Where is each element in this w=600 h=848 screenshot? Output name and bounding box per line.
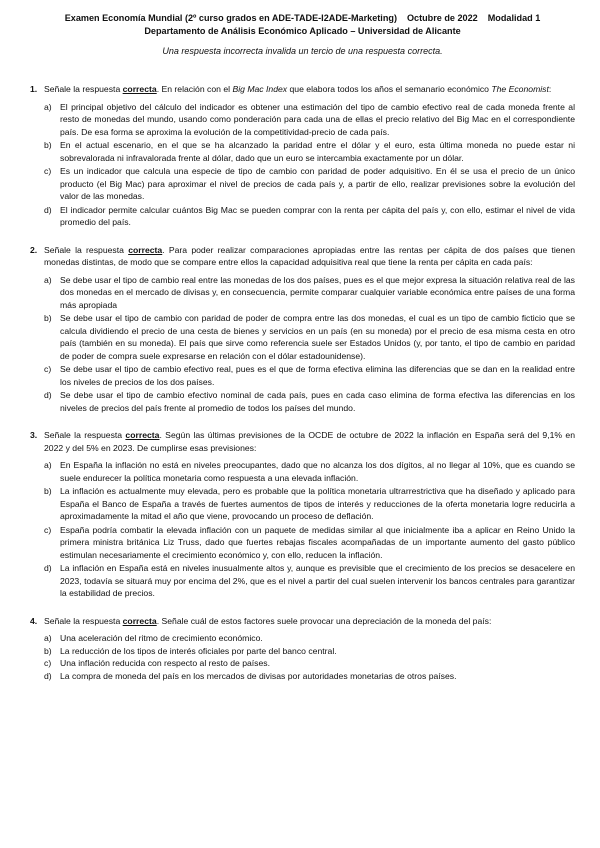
question-number: 3. [30, 430, 38, 440]
question-3 [30, 429, 575, 601]
exam-modality: Modalidad 1 [487, 13, 541, 23]
correct-keyword: correcta [122, 84, 157, 94]
question-stem: Señale la respuesta correcta. Señale cuál de estos factores suele provocar una depreciación de la moneda del país: [44, 615, 492, 626]
question-2 [30, 244, 575, 416]
answer-option-c[interactable]: c) Es un indicador que calcula una especie de tipo de cambio con paridad de poder adquisitivo. En él se usa el precio de un único producto (el Big Mac) para aproximar el nivel de precios de cada país y, a partir de ello, realizar previsiones sobre la evolución del valor de las monedas. [44, 166, 575, 201]
answer-option-c[interactable]: c) España podría combatir la elevada inflación con un paquete de medidas similar al que inicialmente iba a aplicar en Reino Unido la primera ministra británica Liz Truss, dado que fuertes rebajas fiscales acompañadas de un importante aumento del gasto público estimulan necesariamente el crecimiento económico y, con ello, reducen la inflación. [44, 524, 575, 560]
question-number: 1. [30, 84, 38, 94]
answer-option-b[interactable]: b) La reducción de los tipos de interés oficiales por parte del banco central. [44, 645, 337, 656]
correct-keyword: correcta [122, 615, 157, 626]
exam-date: Octubre de 2022 [406, 13, 478, 23]
answer-option-b[interactable]: b) En el actual escenario, en el que se ha alcanzado la paridad entre el dólar y el euro, esta última moneda no puede estar ni sobrevalorada ni infravalorada frente al dólar, dado que un euro se intercambia exactamente por un dólar. [44, 140, 575, 163]
answer-options [44, 632, 575, 682]
department-line: Departamento de Análisis Económico Aplicado – Universidad de Alicante [144, 25, 461, 36]
answer-options [44, 101, 575, 229]
answer-options [44, 274, 575, 415]
answer-option-b[interactable]: b) La inflación es actualmente muy elevada, pero es probable que la política monetaria ultrarrestrictiva que ha diseñado y aplicado para España el Banco de España a través de fuertes aumentos de tipos de interés y reducciones de la oferta monetaria logre reducirla a aproximadamente la mitad el año que viene, provocando un proceso de deflación. [44, 486, 575, 521]
answer-option-d[interactable]: d) La inflación en España está en niveles inusualmente altos y, aunque es previsible que el crecimiento de los precios se desacelere en 2023, todavía se situará muy por encima del 2%, que es el nivel a partir del cual suelen intervenir los bancos centrales para garantizar la estabilidad de precios. [44, 563, 575, 598]
exam-header-line1 [30, 12, 575, 25]
course-title: Examen Economía Mundial (2º curso grados en ADE-TADE-I2ADE-Marketing) [64, 13, 397, 23]
correct-keyword: correcta [128, 244, 163, 255]
question-stem: Señale la respuesta correcta. Según las últimas previsiones de la OCDE de octubre de 2022 la inflación en España será del 9,1% en 2022 y del 5% en 2023. De cumplirse esas previsiones: [44, 430, 576, 453]
answer-option-a[interactable]: a) Una aceleración del ritmo de crecimiento económico. [44, 633, 263, 643]
answer-option-d[interactable]: d) Se debe usar el tipo de cambio efectivo nominal de cada país, pues en cada caso elimina de forma efectiva las diferencias en los niveles de precios del país frente al promedio de todos los países del mundo. [44, 390, 575, 413]
exam-page [30, 12, 575, 682]
question-stem: Señale la respuesta correcta. En relación con el Big Mac Index que elabora todos los años el semanario económico The Economist: [44, 84, 552, 94]
answer-option-a[interactable]: a) Se debe usar el tipo de cambio real entre las monedas de los dos países, pues es el que mejor expresa la situación relativa real de las dos monedas en el mercado de divisas y, en consecuencia, permite comparar cualquier variable económica entre países de una forma más apropiada [44, 274, 575, 310]
answer-option-a[interactable]: a) El principal objetivo del cálculo del indicador es obtener una estimación del tipo de cambio efectivo real de cada moneda frente al resto de monedas del mundo, usando como ponderación para cada una de ellas el precio relativo del Big Mac en el correspondiente país. De esa forma se aproxima la evolución de la competitividad-precio de cada país. [44, 101, 575, 137]
question-4 [30, 615, 575, 683]
answer-option-b[interactable]: b) Se debe usar el tipo de cambio con paridad de poder de compra entre las dos monedas, el cual es un tipo de cambio ficticio que se calcula dividiendo el precio de una cesta de bienes y servicios en un país (en su moneda) por el precio de esa misma cesta en otro país (también en su moneda). El país que sirve como referencia suele ser Estados Unidos (y, por tanto, el tipo de cambio en paridad de poder de compra suele expresarse en relación con el dólar estadounidense). [44, 313, 575, 361]
question-1 [30, 83, 575, 230]
question-number: 2. [30, 244, 38, 255]
answer-option-d[interactable]: d) El indicador permite calcular cuántos Big Mac se pueden comprar con la renta per cápita del país y, con ello, estimar el nivel de vida promedio del país. [44, 204, 575, 227]
question-number: 4. [30, 615, 38, 626]
correct-keyword: correcta [125, 430, 160, 440]
answer-options [44, 459, 575, 600]
question-stem: Señale la respuesta correcta. Para poder realizar comparaciones apropiadas entre las rentas per cápita de dos países que tienen monedas distintas, de modo que se compare entre ellos la capacidad adquisitiva real que tiene la renta per cápita en cada país: [44, 244, 575, 267]
answer-option-c[interactable]: c) Una inflación reducida con respecto al resto de países. [44, 658, 270, 668]
answer-option-a[interactable]: a) En España la inflación no está en niveles preocupantes, dado que no alcanza los dos dígitos, al no llegar al 10%, que es cuando se suele endurecer la política monetaria como respuesta a una elevada inflación. [44, 460, 575, 483]
answer-option-c[interactable]: c) Se debe usar el tipo de cambio efectivo real, pues es el que de forma efectiva elimina las diferencias que se dan en la realidad entre los niveles de precios de los dos países. [44, 364, 575, 387]
answer-option-d[interactable]: d) La compra de moneda del país en los mercados de divisas por autoridades monetarias de otros países. [44, 670, 457, 681]
scoring-note: Una respuesta incorrecta invalida un tercio de una respuesta correcta. [162, 46, 443, 56]
